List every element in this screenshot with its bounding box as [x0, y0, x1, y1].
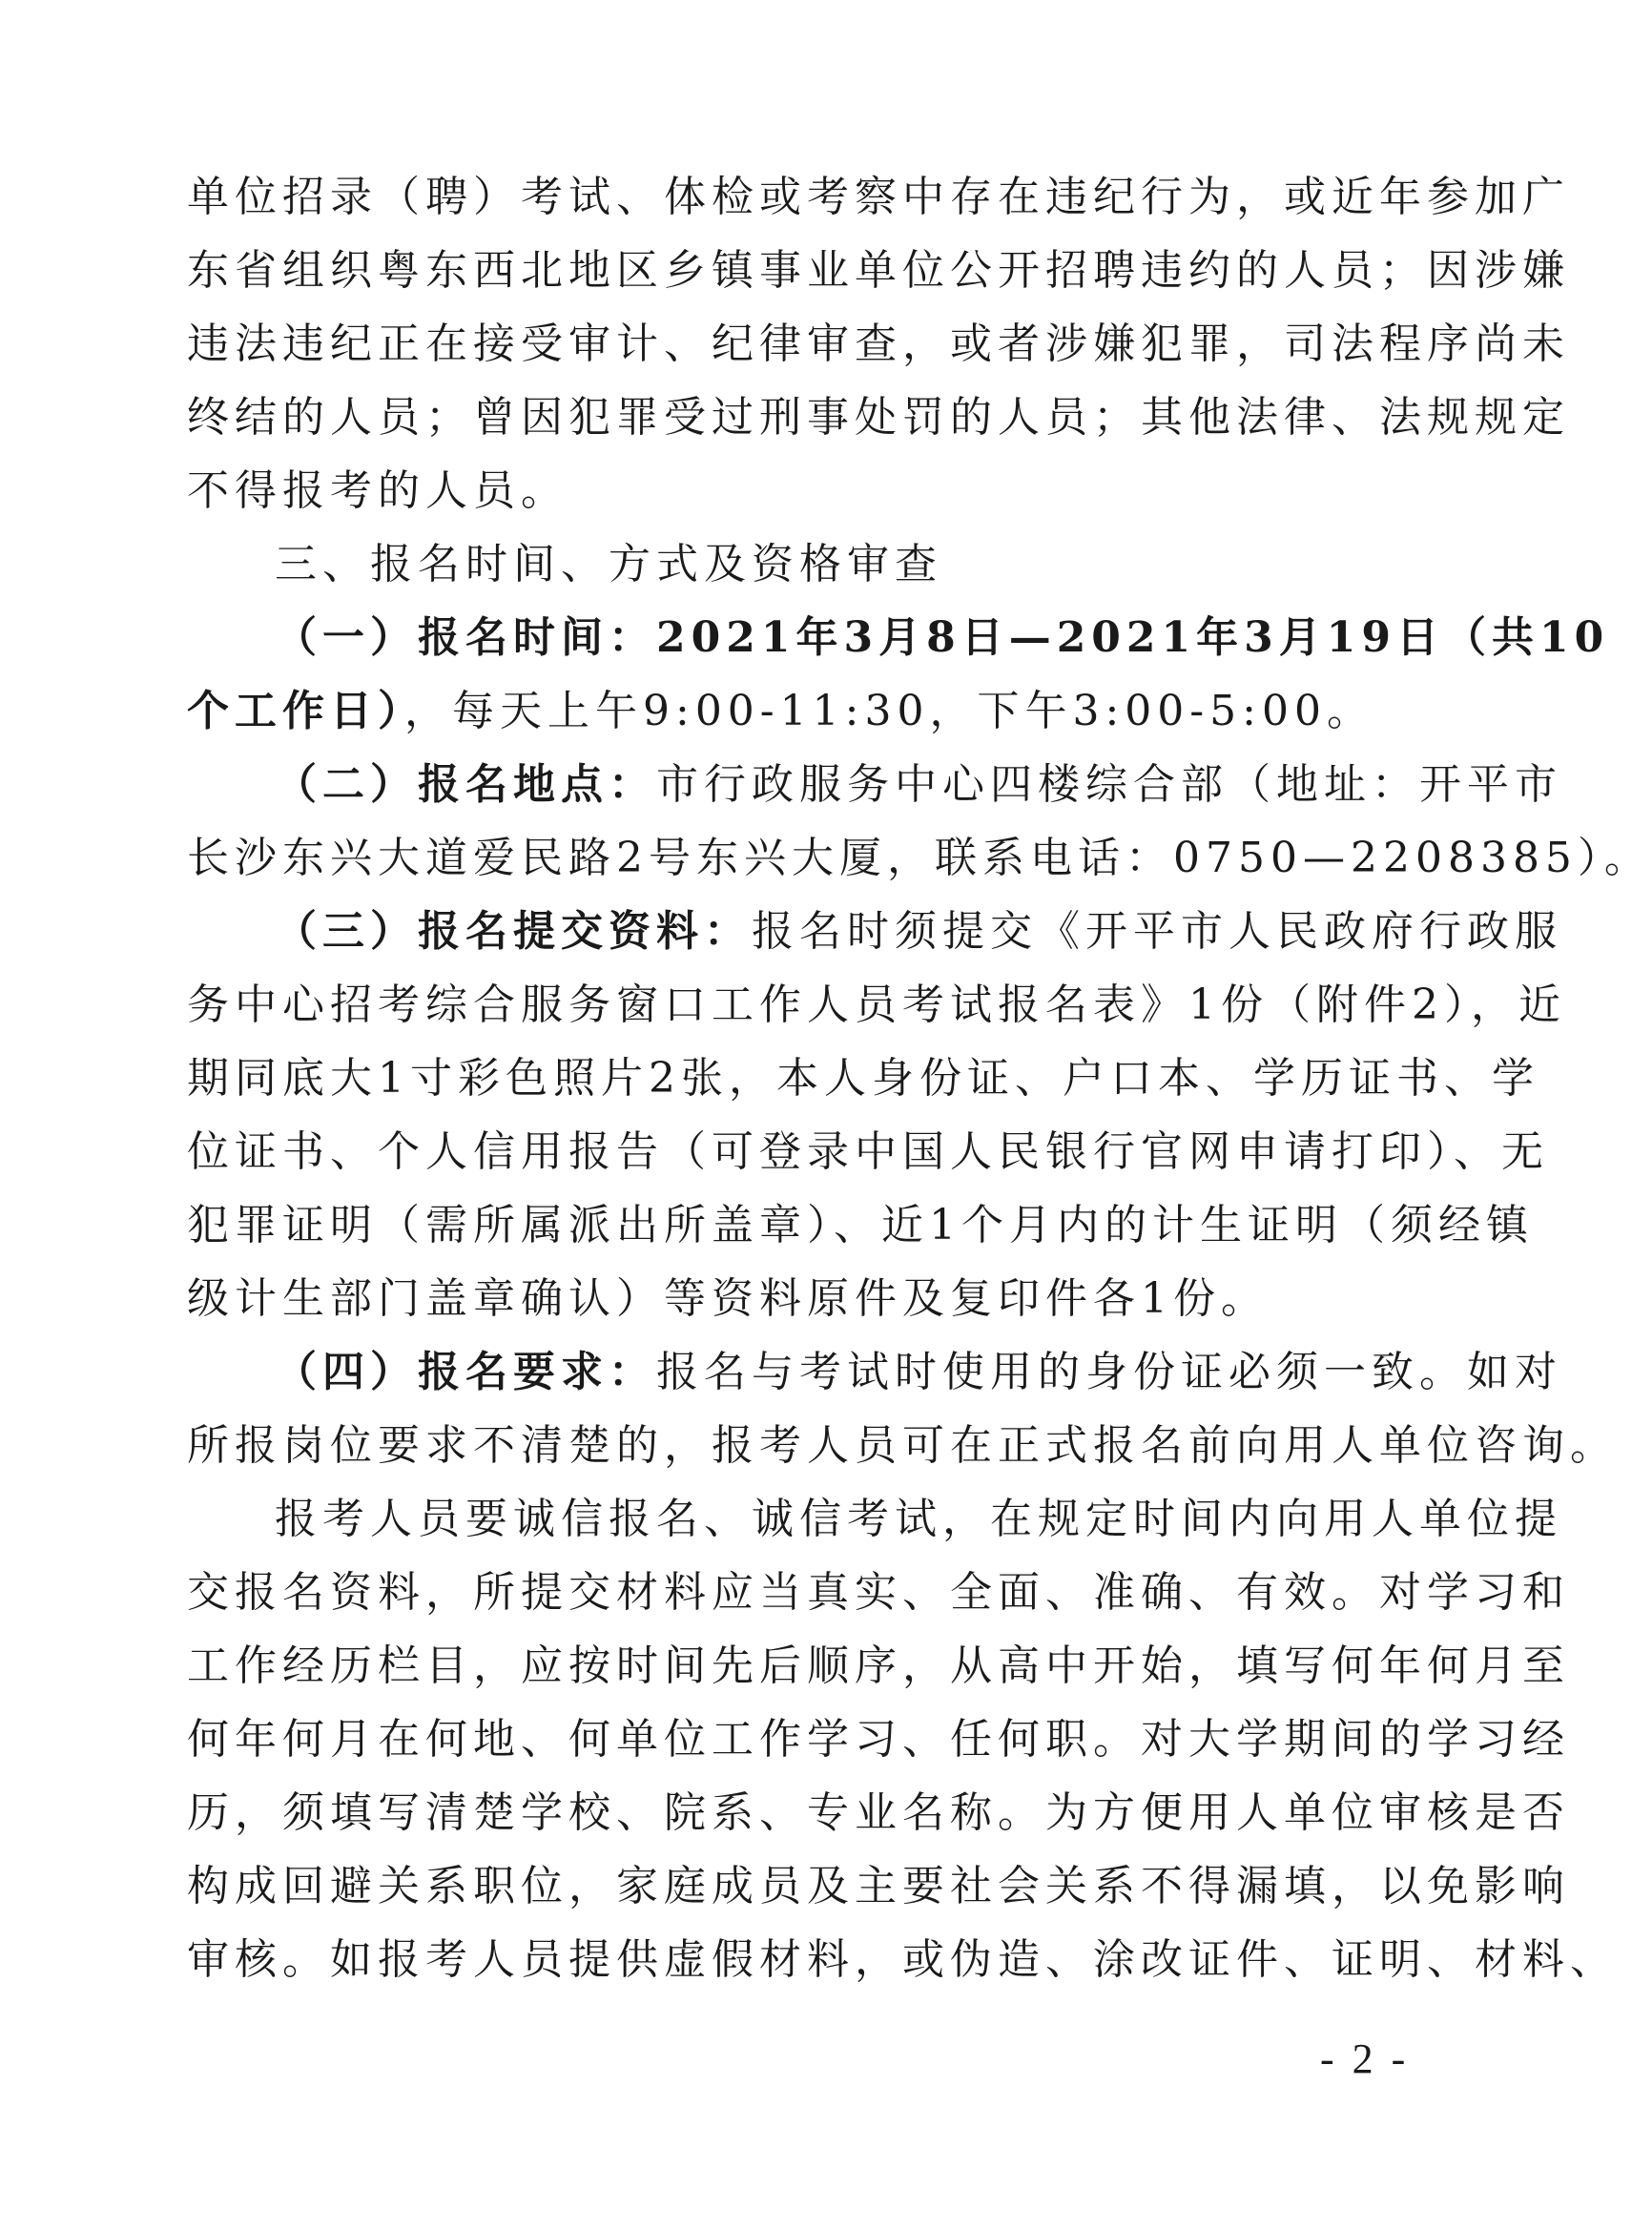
- item-1-line-1: [187, 601, 1610, 674]
- item-1-label: （一）报名时间：: [275, 613, 656, 662]
- item-4-line-2: 所报岗位要求不清楚的，报考人员可在正式报名前向用人单位咨询。: [187, 1421, 1618, 1470]
- item-3-text: 报名时须提交《开平市人民政府行政服: [752, 907, 1562, 956]
- item-4-text: 报名与考试时使用的身份证必须一致。如对: [656, 1348, 1562, 1396]
- item-1-dates: 2021年3月8日—2021年3月19日（共10: [656, 613, 1610, 662]
- item-2-text: 市行政服务中心四楼综合部（地址：开平市: [656, 760, 1562, 809]
- item-3-line: 期同底大1寸彩色照片2张，本人身份证、户口本、学历证书、学: [187, 1054, 1539, 1103]
- item-4-label: （四）报名要求：: [275, 1348, 656, 1396]
- item-3-line: 位证书、个人信用报告（可登录中国人民银行官网申请打印）、无: [187, 1127, 1549, 1176]
- item-1-days: 个工作日）: [187, 687, 404, 735]
- text-line: 不得报考的人员。: [187, 466, 568, 515]
- item-1-line-2: [187, 674, 1436, 748]
- item-2-line-1: [187, 748, 1562, 821]
- integrity-line: 工作经历栏目，应按时间先后顺序，从高中开始，填写何年何月至: [187, 1642, 1570, 1690]
- text-line: 东省组织粤东西北地区乡镇事业单位公开招聘违约的人员；因涉嫌: [187, 246, 1570, 295]
- integrity-line: 审核。如报考人员提供虚假材料，或伪造、涂改证件、证明、材料、: [187, 1935, 1618, 1984]
- item-3-line-1: [187, 895, 1562, 968]
- item-3-line: 务中心招考综合服务窗口工作人员考试报名表》1份（附件2），近: [187, 981, 1566, 1029]
- page-number: - 2 -: [1320, 2035, 1410, 2082]
- item-4-line-1: [187, 1335, 1562, 1409]
- item-3-line: 级计生部门盖章确认）等资料原件及复印件各1份。: [187, 1274, 1269, 1323]
- integrity-line: 报考人员要诚信报名、诚信考试，在规定时间内向用人单位提: [275, 1495, 1562, 1543]
- integrity-line: 交报名资料，所提交材料应当真实、全面、准确、有效。对学习和: [187, 1568, 1570, 1617]
- item-3-line: 犯罪证明（需所属派出所盖章）、近1个月内的计生证明（须经镇: [187, 1201, 1534, 1249]
- integrity-line: 构成回避关系职位，家庭成员及主要社会关系不得漏填，以免影响: [187, 1862, 1570, 1910]
- text-line: 单位招录（聘）考试、体检或考察中存在违纪行为，或近年参加广: [187, 173, 1570, 221]
- document-body: [187, 160, 1652, 1996]
- item-1-hours: ，每天上午9:00-11:30，下午3:00-5:00。: [404, 687, 1374, 735]
- text-line: 终结的人员；曾因犯罪受过刑事处罚的人员；其他法律、法规规定: [187, 393, 1570, 442]
- integrity-line: 历，须填写清楚学校、院系、专业名称。为方便用人单位审核是否: [187, 1788, 1570, 1837]
- item-2-line-2: 长沙东兴大道爱民路2号东兴大厦，联系电话：0750—2208385）。: [187, 834, 1652, 882]
- item-3-label: （三）报名提交资料：: [275, 907, 752, 956]
- section-heading: 三、报名时间、方式及资格审查: [275, 540, 942, 588]
- text-line: 违法违纪正在接受审计、纪律审查，或者涉嫌犯罪，司法程序尚未: [187, 320, 1570, 368]
- integrity-line: 何年何月在何地、何单位工作学习、任何职。对大学期间的学习经: [187, 1715, 1570, 1764]
- item-2-label: （二）报名地点：: [275, 760, 656, 809]
